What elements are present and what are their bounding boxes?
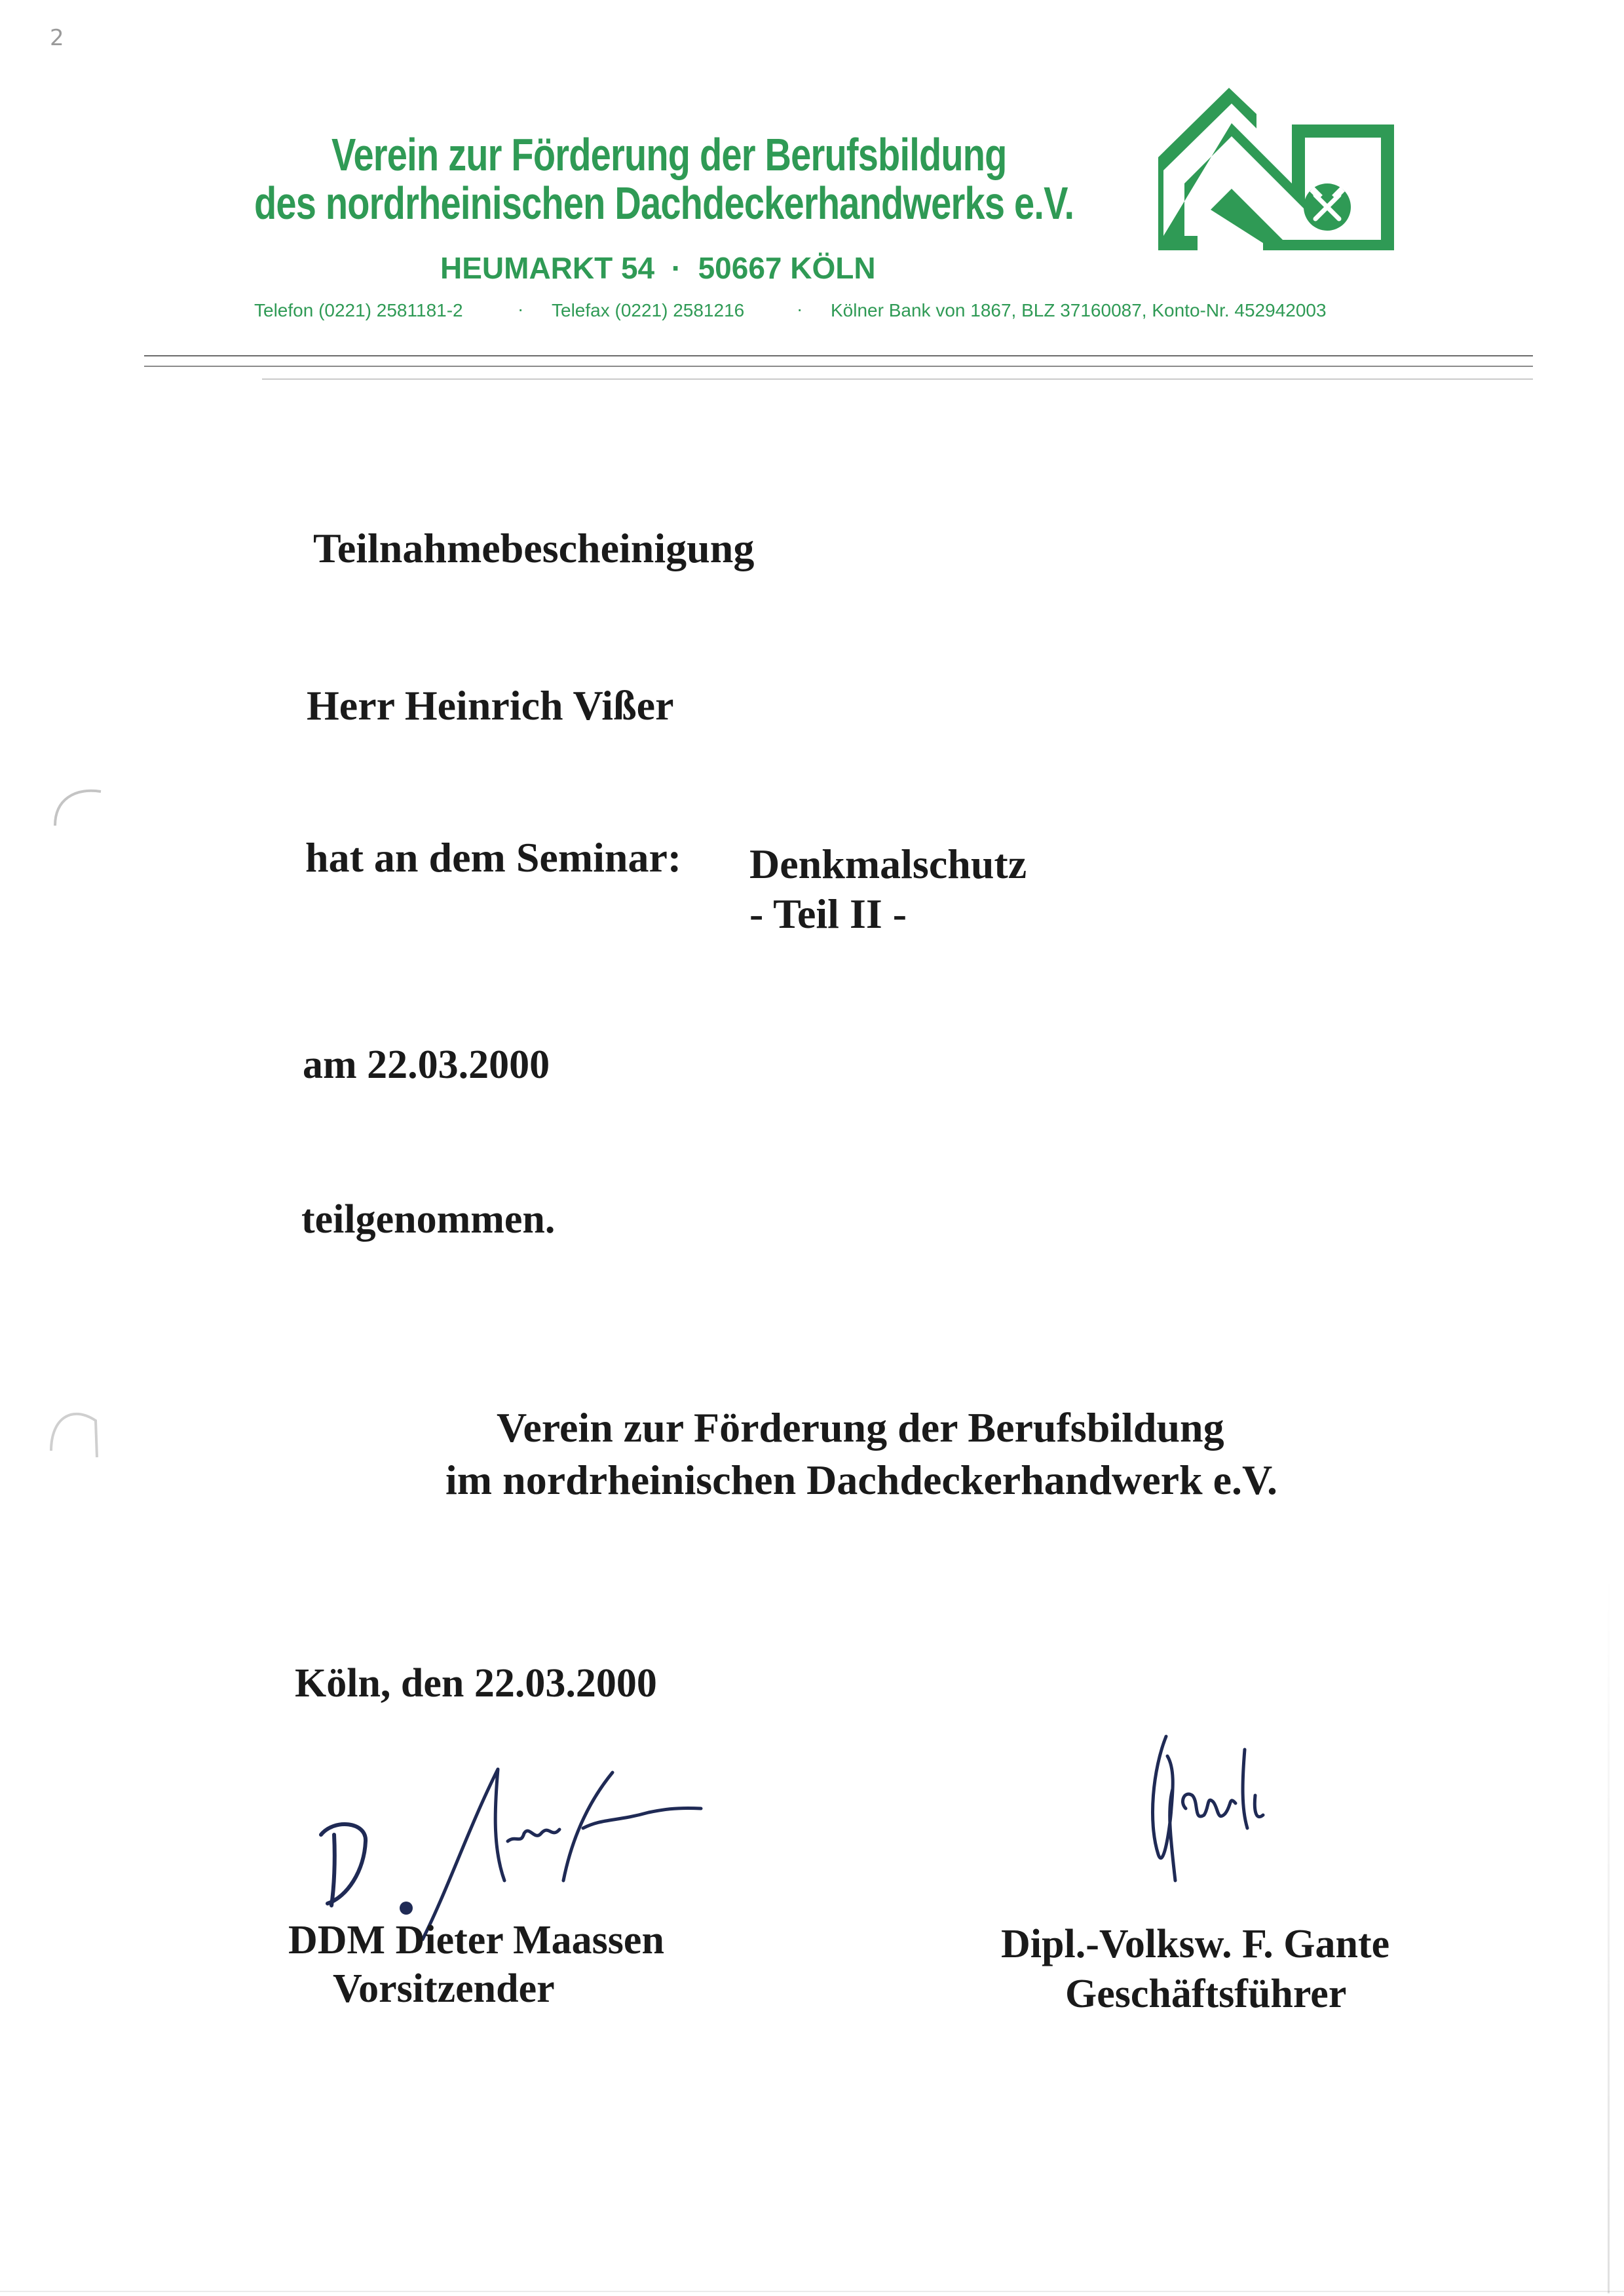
certificate-title: Teilnahmebescheinigung — [313, 525, 755, 571]
letterhead-address: HEUMARKT 54 · 50667 KÖLN — [440, 251, 876, 285]
letterhead-bank: Kölner Bank von 1867, BLZ 37160087, Konto-Nr. 452942003 — [831, 300, 1327, 320]
issuer-line-1: Verein zur Förderung der Berufsbildung — [497, 1404, 1224, 1451]
punch-hole-mark — [48, 780, 107, 839]
place-and-date: Köln, den 22.03.2000 — [295, 1661, 657, 1706]
letterhead-fax: Telefax (0221) 2581216 — [552, 300, 745, 320]
recipient-name: Herr Heinrich Vißer — [307, 682, 674, 729]
seminar-part: - Teil II - — [749, 890, 907, 937]
header-divider — [144, 366, 1533, 367]
seminar-date: am 22.03.2000 — [303, 1043, 550, 1087]
page-number: 2 — [50, 25, 64, 51]
closing-text: teilgenommen. — [301, 1197, 556, 1242]
signatory-1-role: Vorsitzender — [333, 1966, 555, 2011]
scan-edge-shadow — [1608, 1573, 1610, 2293]
seminar-label: hat an dem Seminar: — [305, 834, 682, 881]
signatory-2-role: Geschäftsführer — [1065, 1972, 1347, 2016]
letterhead-name-line-2: des nordrheinischen Dachdeckerhandwerks e.V. — [254, 178, 1074, 229]
separator-dot: · — [797, 299, 803, 319]
signatory-2-name: Dipl.-Volksw. F. Gante — [1001, 1922, 1390, 1966]
scan-edge-shadow — [0, 2291, 1624, 2292]
letterhead-phone: Telefon (0221) 2581181-2 — [254, 300, 463, 320]
punch-hole-mark — [46, 1398, 105, 1464]
signatory-1-name: DDM Dieter Maassen — [288, 1918, 664, 1962]
signature-gante — [1107, 1730, 1304, 1926]
letterhead-name-line-1: Verein zur Förderung der Berufsbildung — [331, 129, 1007, 180]
separator-dot: · — [518, 299, 524, 319]
roof-hammer-logo-icon — [1158, 85, 1394, 269]
issuer-line-2: im nordrheinischen Dachdeckerhandwerk e.V. — [445, 1457, 1277, 1503]
header-divider — [144, 355, 1533, 356]
seminar-name: Denkmalschutz — [749, 841, 1027, 887]
